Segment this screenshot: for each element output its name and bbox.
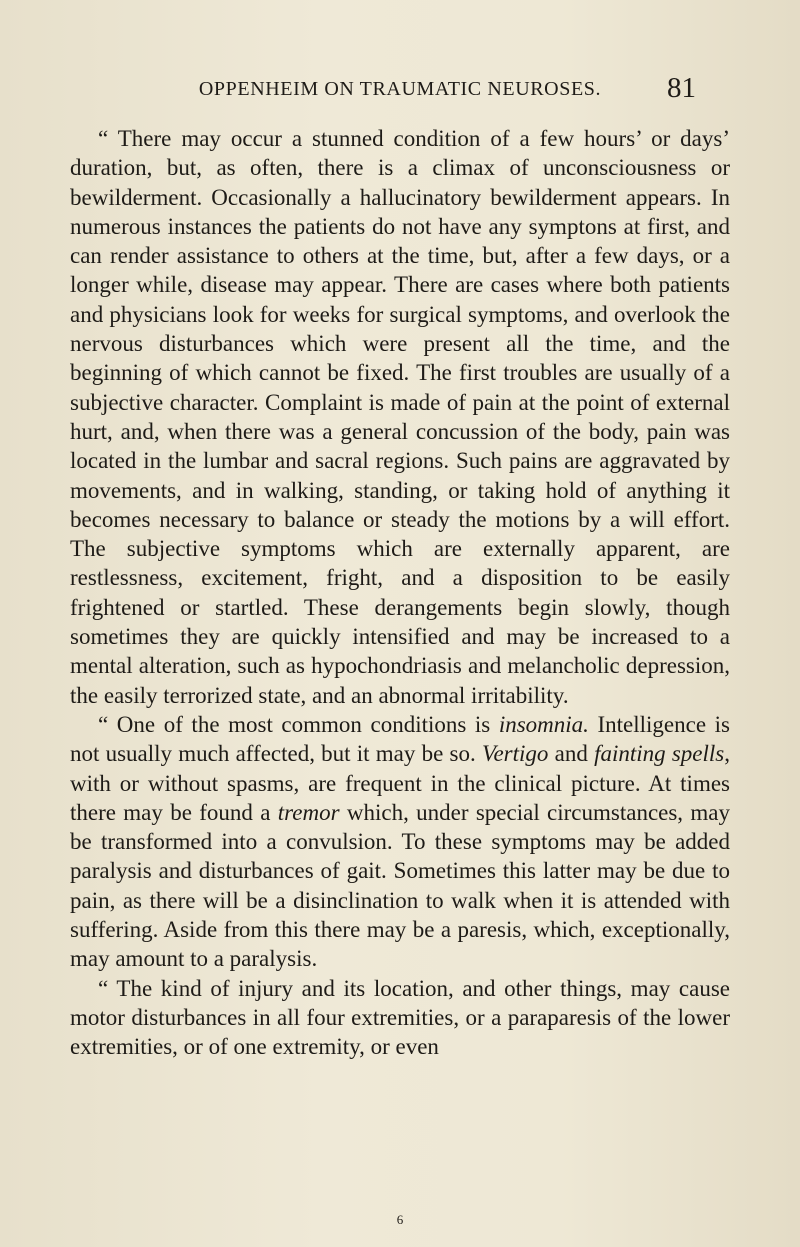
paragraph-2-text-e: which, under special circumstances, may be transformed into a convulsion. To these symptoms may be added paralysis and disturbances of gait. Sometimes this latter may be due to pain, as there will be a disinclination to walk when it is attended with suffering. Aside from this there may be a paresis, which, exceptionally, may amount to a paralysis.	[70, 799, 730, 972]
italic-insomnia: insomnia.	[498, 711, 589, 737]
paragraph-2-text-c: and	[548, 741, 595, 767]
italic-fainting-spells: fainting spells	[594, 741, 725, 767]
paragraph-2-text-d: , with or without spasms, are frequent in the clinical picture. At times there may be found a	[70, 741, 730, 825]
paragraph-3: “ The kind of injury and its location, and other things, may cause motor disturbances in all four extremities, or a paraparesis of the lower extremities, or of one extremity, or even	[70, 975, 730, 1060]
paragraph-2-text-a: “ One of the most common conditions is	[98, 711, 499, 737]
italic-vertigo: Vertigo	[481, 741, 549, 767]
signature-mark: 6	[396, 1212, 404, 1227]
page-header	[0, 72, 800, 112]
body-text	[70, 124, 730, 1062]
paragraph-2	[70, 710, 730, 974]
italic-tremor: tremor	[277, 799, 340, 825]
paragraph-1: “ There may occur a stunned condition of a few hours’ or days’ duration, but, as often, there is a climax of unconsciousness or bewilderment. Occasionally a hallucinatory bewilderment appears. In numerous instances the patients do not have any symptons at first, and can render assistance to others at the time, but, after a few days, or a longer while, disease may appear. There are cases where both patients and physicians look for weeks for surgical symptoms, and overlook the nervous disturbances which were present all the time, and the beginning of which cannot be fixed. The first troubles are usually of a subjective character. Complaint is made of pain at the point of external hurt, and, when there was a general concussion of the body, pain was located in the lumbar and sacral regions. Such pains are aggravated by movements, and in walking, standing, or taking hold of anything it becomes necessary to balance or steady the motions by a will effort. The subjective symptoms which are externally apparent, are restlessness, excitement, fright, and a disposition to be easily frightened or startled. These derangements begin slowly, though sometimes they are quickly intensified and may be increased to a mental alteration, such as hypochondriasis and melancholic depression, the easily terrorized state, and an abnormal irritability.	[70, 126, 730, 708]
page-number: 81	[667, 72, 696, 104]
running-head: OPPENHEIM ON TRAUMATIC NEUROSES.	[198, 78, 602, 100]
paragraph-2-text-b: Intelligence is not usually much affected, but it may be so.	[70, 711, 730, 767]
